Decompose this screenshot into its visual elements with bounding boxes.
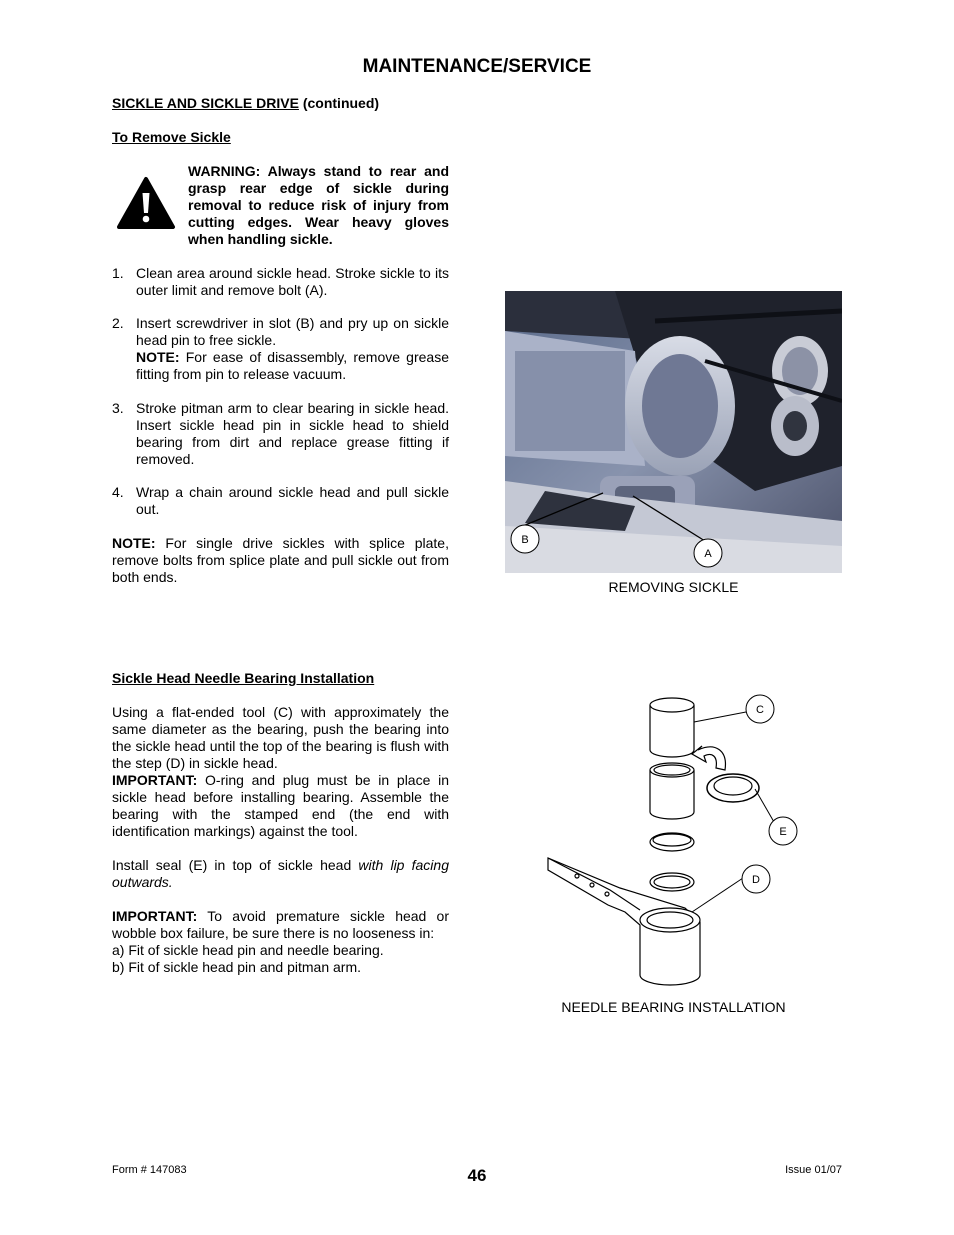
section-title-main: SICKLE AND SICKLE DRIVE bbox=[112, 95, 299, 111]
section-title bbox=[112, 95, 379, 111]
important-text: To avoid premature sickle head or wobble box failure, be sure there is no looseness in: bbox=[112, 908, 449, 941]
warning-text: WARNING: Always stand to rear and grasp rear edge of sickle during removal to reduce risk of injury from cutting edges. Wear heavy gloves when handling sickle. bbox=[188, 163, 449, 247]
seal-text-italic: with lip facing outwards. bbox=[112, 857, 449, 890]
bearing-para-1: Using a flat-ended tool (C) with approximately the same diameter as the bearing, push the bearing into the sickle head until the top of the bearing is flush with the step (D) in sickle head. bbox=[112, 704, 449, 771]
label-e: E bbox=[779, 826, 787, 838]
form-number: Form # 147083 bbox=[112, 1164, 187, 1176]
issue-date: Issue 01/07 bbox=[785, 1164, 842, 1176]
label-a: A bbox=[704, 548, 712, 560]
important-label: IMPORTANT: bbox=[112, 908, 198, 924]
step-number: 3. bbox=[112, 400, 124, 416]
bearing-heading: Sickle Head Needle Bearing Installation bbox=[112, 670, 375, 686]
note-text: For ease of disassembly, remove grease fitting from pin to release vacuum. bbox=[136, 349, 449, 382]
step-1 bbox=[112, 265, 449, 299]
bearing-text-block bbox=[112, 704, 449, 976]
step-number: 4. bbox=[112, 484, 124, 500]
note-text: For single drive sickles with splice plate, remove bolts from splice plate and pull sickle out from both ends. bbox=[112, 535, 449, 585]
step-2 bbox=[112, 315, 449, 383]
label-c: C bbox=[756, 704, 764, 716]
important-text: O-ring and plug must be in place in sickle head before installing bearing. Assemble the bearing with the stamped end (the end with identification markings) against the tool. bbox=[112, 772, 449, 839]
list-item-b: b) Fit of sickle head pin and pitman arm. bbox=[112, 959, 362, 975]
warning-icon bbox=[116, 176, 176, 230]
important-label: IMPORTANT: bbox=[112, 772, 198, 788]
step-text: Stroke pitman arm to clear bearing in sickle head. Insert sickle head pin in sickle head to shield bearing from dirt and replace grease fitting if removed. bbox=[136, 400, 449, 467]
label-d: D bbox=[752, 874, 760, 886]
splice-plate-note bbox=[112, 535, 449, 586]
important-1 bbox=[112, 772, 449, 840]
removing-sickle-photo bbox=[505, 291, 842, 573]
step-3 bbox=[112, 400, 449, 468]
step-number: 1. bbox=[112, 265, 124, 281]
page-title: MAINTENANCE/SERVICE bbox=[362, 56, 592, 77]
step-number: 2. bbox=[112, 315, 124, 331]
seal-text: Install seal (E) in top of sickle head bbox=[112, 857, 359, 873]
needle-bearing-diagram bbox=[540, 690, 810, 990]
label-b: B bbox=[521, 534, 529, 546]
note-label: NOTE: bbox=[112, 535, 156, 551]
page-number: 46 bbox=[467, 1166, 487, 1185]
section-title-suffix: (continued) bbox=[298, 95, 380, 111]
bearing-para-2 bbox=[112, 857, 449, 891]
step-text: Wrap a chain around sickle head and pull sickle out. bbox=[136, 484, 449, 517]
needle-bearing-caption: NEEDLE BEARING INSTALLATION bbox=[561, 999, 786, 1015]
list-item-a: a) Fit of sickle head pin and needle bearing. bbox=[112, 942, 384, 958]
step-note bbox=[136, 349, 449, 383]
removing-sickle-caption: REMOVING SICKLE bbox=[608, 579, 739, 595]
step-text: Insert screwdriver in slot (B) and pry up on sickle head pin to free sickle. bbox=[136, 315, 449, 348]
step-text: Clean area around sickle head. Stroke sickle to its outer limit and remove bolt (A). bbox=[136, 265, 449, 298]
remove-sickle-heading: To Remove Sickle bbox=[112, 129, 231, 145]
step-4 bbox=[112, 484, 449, 518]
note-label: NOTE: bbox=[136, 349, 180, 365]
important-2 bbox=[112, 908, 449, 942]
